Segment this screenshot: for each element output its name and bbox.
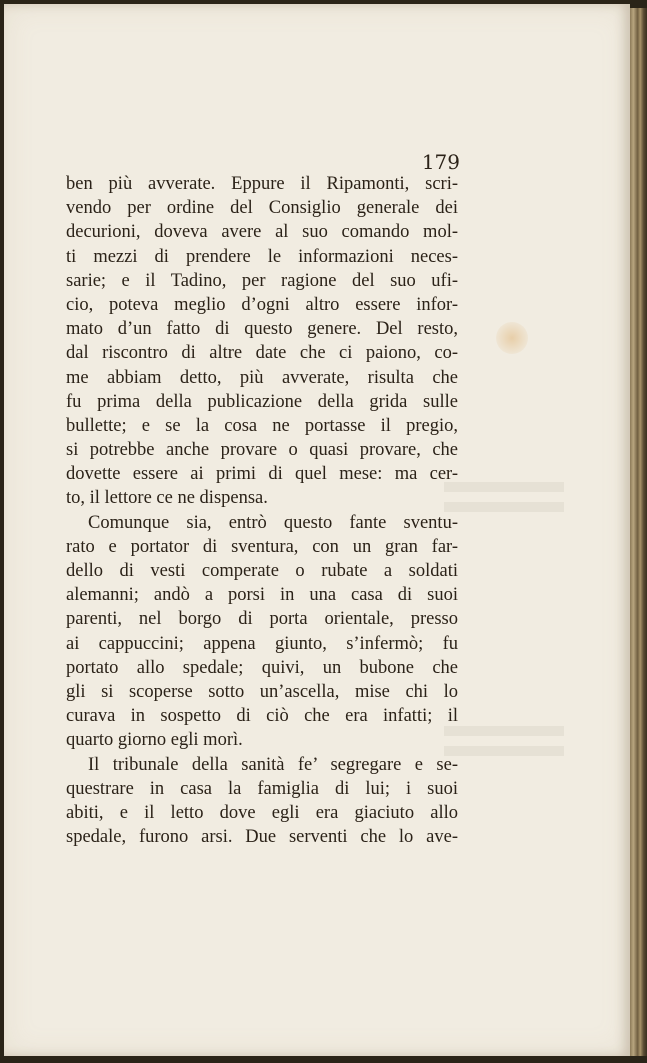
show-through-ink xyxy=(444,502,564,512)
text-line: curava in sospetto di ciò che era infatti; il xyxy=(66,706,458,727)
text-line: alemanni; andò a porsi in una casa di suoi xyxy=(66,585,458,606)
text-line: decurioni, doveva avere al suo comando mol- xyxy=(66,222,458,243)
text-line: abiti, e il letto dove egli era giaciuto allo xyxy=(66,802,458,823)
text-line: si potrebbe anche provare o quasi provare, che xyxy=(66,440,458,461)
text-line: portato allo spedale; quivi, un bubone che xyxy=(66,657,458,678)
paragraph-3 xyxy=(66,753,458,850)
text-line: cio, poteva meglio d’ogni altro essere infor- xyxy=(66,294,458,315)
text-line: gli si scoperse sotto un’ascella, mise chi lo xyxy=(66,681,458,702)
text-line: Il tribunale della sanità fe’ segregare e se- xyxy=(88,754,458,775)
text-line: me abbiam detto, più avverate, risulta che xyxy=(66,367,458,388)
show-through-ink xyxy=(444,726,564,736)
show-through-ink xyxy=(444,482,564,492)
page-number: 179 xyxy=(421,150,460,174)
page-edges xyxy=(630,8,647,1056)
text-line: parenti, nel borgo di porta orientale, presso xyxy=(66,609,458,630)
text-line: vendo per ordine del Consiglio generale dei xyxy=(66,198,458,219)
show-through-ink xyxy=(444,746,564,756)
text-line: ben più avverate. Eppure il Ripamonti, scri- xyxy=(66,174,458,194)
text-line: ai cappuccini; appena giunto, s’infermò; fu xyxy=(66,633,458,654)
text-line: quarto giorno egli morì. xyxy=(66,730,243,751)
text-line: sarie; e il Tadino, per ragione del suo ufi- xyxy=(66,270,458,291)
text-line: rato e portator di sventura, con un gran far- xyxy=(66,536,458,557)
text-line: mato d’un fatto di questo genere. Del resto, xyxy=(66,319,458,340)
text-line: dovette essere ai primi di quel mese: ma cer- xyxy=(66,464,458,485)
paragraph-2 xyxy=(66,511,458,753)
foxing-stain xyxy=(496,322,528,354)
body-text xyxy=(66,172,458,849)
paragraph-1 xyxy=(66,172,458,511)
text-line: dal riscontro di altre date che ci paiono, co- xyxy=(66,343,458,364)
text-line: dello di vesti comperate o rubate a soldati xyxy=(66,561,458,581)
text-line: Comunque sia, entrò questo fante sventu- xyxy=(88,512,458,533)
text-line: spedale, furono arsi. Due serventi che lo ave- xyxy=(66,827,458,848)
text-line: fu prima della publicazione della grida sulle xyxy=(66,391,458,412)
text-line: ti mezzi di prendere le informazioni neces- xyxy=(66,246,458,267)
text-line: bullette; e se la cosa ne portasse il pregio, xyxy=(66,415,458,436)
text-line: questrare in casa la famiglia di lui; i suoi xyxy=(66,778,458,799)
text-line: to, il lettore ce ne dispensa. xyxy=(66,488,268,509)
